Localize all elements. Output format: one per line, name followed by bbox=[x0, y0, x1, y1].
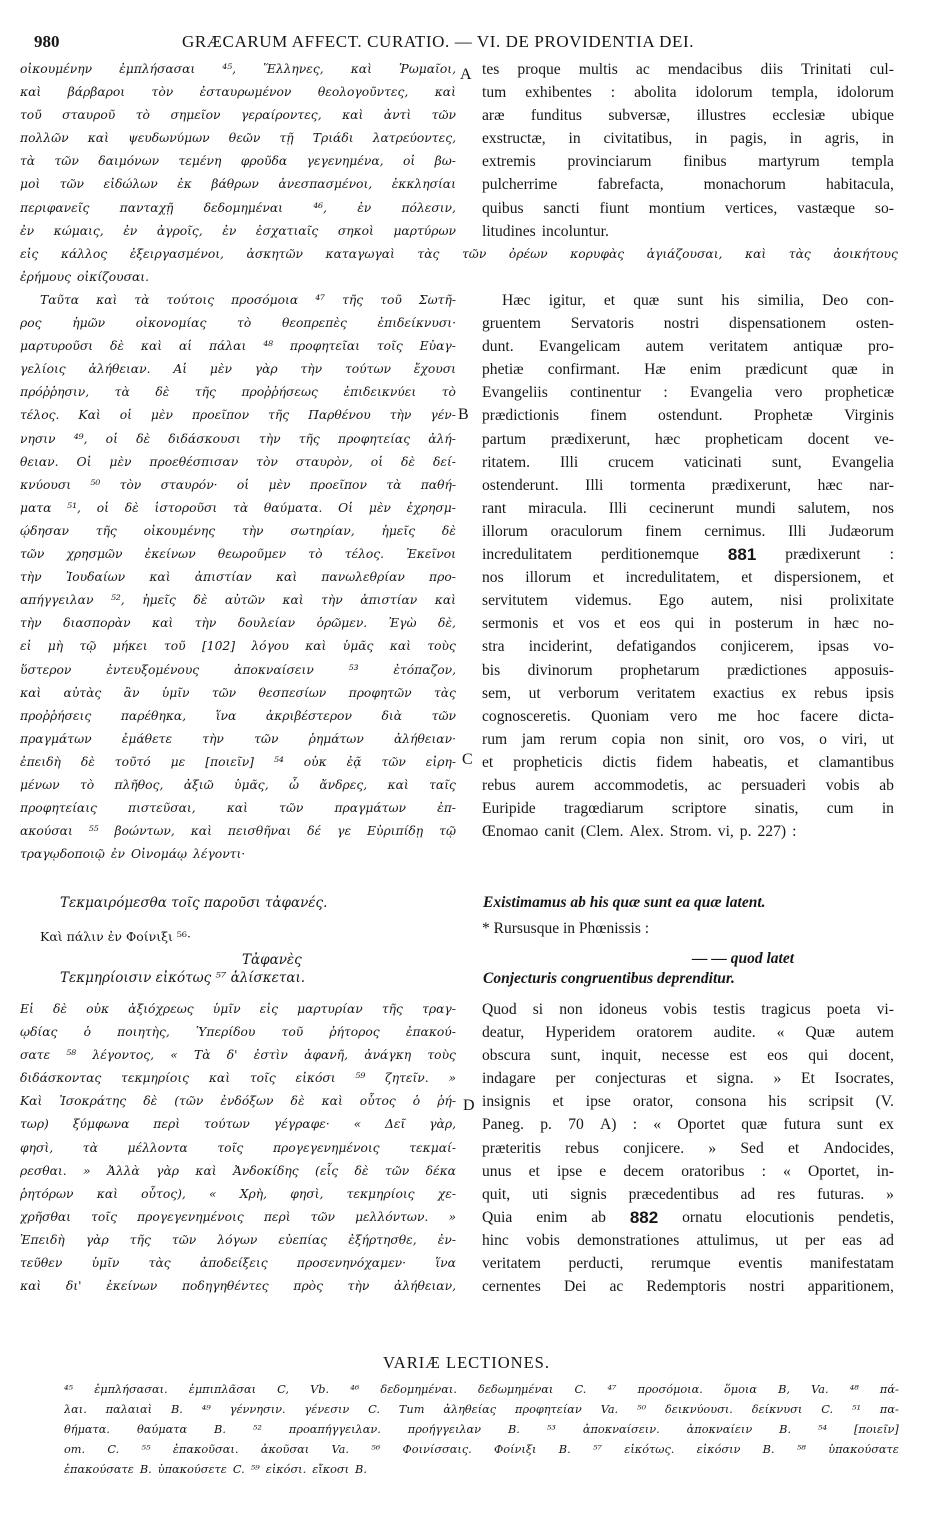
greek-column-section-3 bbox=[20, 998, 456, 1298]
variae-lectiones-notes bbox=[64, 1380, 899, 1480]
text-line: ματα ⁵¹, οἱ δὲ ἱστοροῦσι τὰ θαύματα. Οἱ μὲν ἐχρησμ- bbox=[20, 500, 456, 515]
text-line: cernentes Dei ac Redemptoris nostri apparitionem, bbox=[482, 1278, 894, 1296]
text-line: sermonis et vos et eos qui in posterum in hæc no- bbox=[482, 615, 894, 633]
variae-lectiones-title: VARIÆ LECTIONES. bbox=[383, 1353, 550, 1372]
text-line: ὕστερον ἐντευξομένους ἀποκναίσειν ⁵³ ἐτόπαζον, bbox=[20, 662, 456, 677]
text-line: deatur, Hyperidem oratorem audite. « Quæ autem bbox=[482, 1024, 894, 1042]
greek-column-section-2 bbox=[20, 289, 456, 866]
variant-note-line: om. C. ⁵⁵ ἐπακοῦσαι. ἀκοῦσαι Va. ⁵⁶ Φοινίσσαις. Φοίνιξι B. ⁵⁷ εἰκότως. εἰκόσιν B. ⁵⁸ ὑπακούσατε bbox=[64, 1443, 899, 1456]
text-line: dunt. Evangelicam autem veritatem antiquæ pro- bbox=[482, 338, 894, 356]
text-line: Ταῦτα καὶ τὰ τούτοις προσόμοια ⁴⁷ τῆς τοῦ Σωτῆ- bbox=[40, 293, 456, 307]
text-line: μένων τὸ πλῆθος, ἀξιῶ ὑμᾶς, ὦ ἄνδρες, καὶ ταῖς bbox=[20, 777, 456, 792]
page-header bbox=[34, 32, 904, 56]
text-line: hinc vobis demonstrationes attulimus, ut per eas ad bbox=[482, 1231, 894, 1249]
text-line: tes proque multis ac mendacibus diis Trinitati cul- bbox=[482, 61, 894, 78]
variant-note-line: θήματα. θαύματα B. ⁵² προαπήγγειλαν. προήγγειλαν B. ⁵³ ἀποκναίσειν. ἀποκναίειν B. ⁵⁴ [ποιεῖν] bbox=[64, 1423, 899, 1436]
text-line: Quia enim ab 882 ornatu elocutionis pendetis, bbox=[482, 1207, 894, 1227]
text-line: pulcherrime fabrefacta, monachorum habitacula, bbox=[482, 176, 894, 194]
latin-quote-line-2: Conjecturis congruentibus deprenditur. bbox=[483, 970, 735, 987]
text-line: exstructæ, in civitatibus, in pagis, in agris, in bbox=[482, 130, 894, 148]
text-line: φησὶ, τὰ μέλλοντα τοῖς προγεγενημένοις τεκμαί- bbox=[20, 1140, 456, 1155]
text-line: bis divinorum prophetarum prædictiones apposuis- bbox=[482, 661, 894, 679]
text-line: περιφανεῖς πανταχῇ δεδομημέναι ⁴⁶, ἐν πόλεσιν, bbox=[20, 200, 456, 215]
text-line: τὰ τῶν δαιμόνων τεμένη φροῦδα γεγενημένα, οἱ βω- bbox=[20, 154, 456, 169]
text-line: tum exhibentes : abolita idolorum templa, idolorum bbox=[482, 84, 894, 102]
text-line: γελίοις ἀλήθειαν. Αἱ μὲν γὰρ τὴν τούτων ἔχουσι bbox=[20, 362, 456, 377]
greek-quote-line-2: Τεκμηρίοισιν εἰκότως ⁵⁷ ἁλίσκεται. bbox=[60, 970, 306, 986]
text-line: κνύουσι ⁵⁰ τὸν σταυρόν· οἱ μὲν προεῖπον τὰ παθή- bbox=[20, 477, 456, 492]
latin-column-section-3 bbox=[482, 998, 894, 1298]
text-line: stra inciderint, defatigandos conjicerem, ipsas vo- bbox=[482, 638, 894, 656]
text-line: nos illorum et incredulitatem, et dispersionem, et bbox=[482, 569, 894, 587]
text-line: προῤῥήσεις παρέθηκα, ἵνα ἀκριβέστερον διὰ τῶν bbox=[20, 708, 456, 723]
text-line: incredulitatem perditionemque 881 prædixerunt : bbox=[482, 545, 894, 565]
text-line: νησιν ⁴⁹, οἱ δὲ διδάσκουσι τὴν τῆς προφητείας ἀλή- bbox=[20, 431, 456, 446]
variant-note-line: ἐπακούσατε B. ὑπακούσετε C. ⁵⁹ εἰκόσι. εἴκοσι B. bbox=[64, 1463, 367, 1476]
text-line: rant miracula. Illi cecinerunt mundi salutem, nos bbox=[482, 499, 894, 517]
greek-quote-intro: Καὶ πάλιν ἐν Φοίνιξι ⁵⁶· bbox=[40, 929, 191, 944]
text-line: τραγῳδοποιῷ ἐν Οἰνομάῳ λέγοντι· bbox=[20, 847, 246, 862]
greek-quote-fragment: Τἀφανὲς bbox=[242, 952, 302, 968]
text-line: phetiæ confirmant. Hæ enim prædicunt quæ in bbox=[482, 361, 894, 379]
margin-letter-a: A bbox=[460, 66, 472, 83]
text-line: ῴδησαν τῆς οἰκουμένης τὴν σωτηρίαν, ἡμεῖς δὲ bbox=[20, 523, 456, 538]
latin-column-section-1 bbox=[482, 58, 894, 243]
text-line: σατε ⁵⁸ λέγοντος, « Τὰ δ' ἐστὶν ἀφανῆ, ἀνάγκη τοὺς bbox=[20, 1048, 456, 1063]
text-line: ostenderunt. Illi tormenta prædixerunt, hæc nar- bbox=[482, 476, 894, 494]
text-line: et propheticis dictis fidem habeatis, et clamantibus bbox=[482, 753, 894, 771]
text-line: καὶ αὐτὰς ἂν ὑμῖν τῶν θεσπεσίων προφητῶν τὰς bbox=[20, 685, 456, 700]
text-line: quit, uti signis præcedentibus ad res futuras. » bbox=[482, 1185, 894, 1203]
text-line: servitutem videmus. Ego autem, nisi prolixitate bbox=[482, 592, 894, 610]
latin-quote-fragment: — — quod latet bbox=[692, 950, 795, 967]
text-line: τοῦ σταυροῦ τὸ σημεῖον γεραίροντες, καὶ ἀντὶ τῶν bbox=[20, 108, 456, 123]
text-line: præteritis rebus conjicere. » Sed et Andocides, bbox=[482, 1139, 894, 1157]
text-line: τέλος. Καὶ οἱ μὲν προεῖπον τῆς Παρθένου τὴν γέν- bbox=[20, 408, 456, 423]
text-line: partum prædixerunt, hæc propheticam docent ve- bbox=[482, 430, 894, 448]
text-line: πρόῤῥησιν, τὰ δὲ τῆς προῤῥήσεως ἐπιδεικνύει τὸ bbox=[20, 385, 456, 400]
text-line: προφητείαις πιστεῦσαι, καὶ τῶν πραγμάτων ἐπ- bbox=[20, 801, 456, 816]
margin-letter-d: D bbox=[463, 1097, 475, 1114]
text-line: Hæc igitur, et quæ sunt his similia, Deo con- bbox=[502, 292, 894, 309]
text-line: prædictionis finem ostendunt. Prophetæ Virginis bbox=[482, 407, 894, 425]
text-line: Evangeliis continentur : Evangelia vero propheticæ bbox=[482, 384, 894, 402]
text-line: οἰκουμένην ἐμπλήσασαι ⁴⁵, Ἕλληνες, καὶ Ῥωμαῖοι, bbox=[20, 62, 456, 76]
text-line: ακούσαι ⁵⁵ βοώντων, καὶ πεισθῆναι δέ γε Εὐριπίδῃ τῷ bbox=[20, 824, 456, 839]
margin-letter-c: C bbox=[462, 751, 473, 768]
text-line: ἐρήμους οἰκίζουσαι. bbox=[20, 269, 150, 284]
text-line: ρεσθαι. » Ἀλλὰ γὰρ καὶ Ἀνδοκίδης (εἷς δὲ τῶν δέκα bbox=[20, 1163, 456, 1178]
text-line: Ἐπειδὴ γὰρ τῆς τῶν λόγων εὐεπίας ἐξήρτησθε, ἐν- bbox=[20, 1232, 456, 1247]
text-line: litudines incoluntur. bbox=[482, 222, 609, 240]
text-line: obscura sunt, inquit, necesse est eos qui docent, bbox=[482, 1047, 894, 1065]
margin-letter-b: B bbox=[458, 406, 469, 423]
text-line: indagare per conjecturas et signa. » Et Isocrates, bbox=[482, 1070, 894, 1088]
text-line: εἰς κάλλος ἐξειργασμένοι, ἀσκητῶν καταγωγαὶ τὰς τῶν ὀρέων κορυφὰς ἁγιάζουσαι, καὶ τὰς ἀοικήτους bbox=[20, 246, 898, 261]
text-line: ritatem. Illi crucem vaticinati sunt, Evangelia bbox=[482, 453, 894, 471]
text-line: Καὶ Ἰσοκράτης δὲ (τῶν ἐνδόξων δὲ καὶ οὗτος ὁ ῥή- bbox=[20, 1094, 456, 1109]
text-line: πολλῶν καὶ ψευδωνύμων θεῶν τῇ Τριάδι λατρεύοντες, bbox=[20, 131, 456, 146]
text-line: extremis provinciarum finibus martyrum templa bbox=[482, 153, 894, 171]
text-line: Œnomao canit (Clem. Alex. Strom. vi, p. 227) : bbox=[482, 823, 797, 841]
text-line: χρῆσθαι τοῖς προγεγενημένοις περὶ τῶν μελλόντων. » bbox=[20, 1209, 456, 1224]
text-line: illorum oraculorum finem cernimus. Illi Judæorum bbox=[482, 522, 894, 540]
text-line: τὴν Ἰουδαίων καὶ ἀπιστίαν καὶ πανωλεθρίαν προ- bbox=[20, 570, 456, 585]
latin-quote-line: Existimamus ab his quæ sunt ea quæ latent. bbox=[483, 894, 766, 911]
text-line: καὶ δι' ἐκείνων ποδηγηθέντες πρὸς τὴν ἀλήθειαν, bbox=[20, 1279, 456, 1294]
text-line: sem, ut verborum veritatem exactius ex rebus ipsis bbox=[482, 684, 894, 702]
text-line: θειαν. Οἱ μὲν προεθέσπισαν τὸν σταυρὸν, οἱ δὲ δεί- bbox=[20, 454, 456, 469]
latin-quote-intro: * Rursusque in Phœnissis : bbox=[482, 920, 650, 937]
text-line: unus et ipse e decem oratoribus : « Oportet, in- bbox=[482, 1162, 894, 1180]
text-line: ρος ἡμῶν οἰκονομίας τὸ θεοπρεπὲς ἐπιδείκνυσι· bbox=[20, 316, 456, 331]
text-line: ῳδίας ὁ ποιητὴς, Ὑπερίδου τοῦ ῥήτορος ἐπακού- bbox=[20, 1025, 456, 1040]
text-line: insignis et ipse orator, consona his scripsit (V. bbox=[482, 1093, 894, 1111]
text-line: veritatem perducti, rerumque eventis manifestatam bbox=[482, 1255, 894, 1273]
text-line: τῶν χρησμῶν ἐκείνων θεωροῦμεν τὸ τέλος. Ἐκεῖνοι bbox=[20, 547, 456, 562]
text-line: πραγμάτων ἐμάθετε τὴν τῶν ῥημάτων ἀλήθειαν· bbox=[20, 731, 456, 746]
variant-note-line: ⁴⁵ ἐμπλήσασαι. ἐμπιπλᾶσαι C, Vb. ⁴⁶ δεδομημέναι. δεδωμημέναι C. ⁴⁷ προσόμοια. ὅμοια B, Va. ⁴⁸ πά- bbox=[64, 1383, 899, 1396]
text-line: Euripide tragœdiarum scriptore sinatis, cum in bbox=[482, 800, 894, 818]
page-number: 980 bbox=[34, 32, 60, 51]
text-line: rum jam rerum copia non sinit, oro vos, o viri, ut bbox=[482, 730, 894, 748]
text-line: quibus sancti fiunt montium vertices, vastæque so- bbox=[482, 199, 894, 217]
text-line: ἐν κώμαις, ἐν ἀγροῖς, ἐν ἐσχατιαῖς σηκοὶ μαρτύρων bbox=[20, 223, 456, 238]
variant-note-line: λαι. παλαιαὶ B. ⁴⁹ γέννησιν. γένεσιν C. Tum ἀληθείας προφητείαν Va. ⁵⁰ δεικνύουσι. δείκνυσι C. ⁵¹ πα- bbox=[64, 1403, 899, 1416]
text-line: Quod si non idoneus vobis testis tragicus poeta vi- bbox=[482, 1001, 894, 1018]
text-line: gruentem Servatoris nostri dispensationem osten- bbox=[482, 315, 894, 333]
text-line: εἰ μὴ τῷ μήκει τοῦ [102] λόγου καὶ ὑμᾶς καὶ τοὺς bbox=[20, 639, 456, 654]
text-line: διδάσκοντας τεκμηρίοις καὶ τοῖς εἰκόσι ⁵⁹ ζητεῖν. » bbox=[20, 1071, 456, 1086]
latin-column-section-2 bbox=[482, 289, 894, 843]
text-line: τεῦθεν ὑμῖν τὰς ἀποδείξεις προσενηνόχαμεν· ἵνα bbox=[20, 1256, 456, 1271]
text-line: τωρ) ξύμφωνα περὶ τούτων γέγραφε· « Δεῖ γὰρ, bbox=[20, 1117, 456, 1132]
text-line: μαρτυροῦσι δὲ καὶ αἱ πάλαι ⁴⁸ προφητεῖαι τοῖς Εὐαγ- bbox=[20, 339, 456, 354]
text-line: καὶ βάρβαροι τὸν ἐσταυρωμένον θεολογοῦντες, καὶ bbox=[20, 85, 456, 100]
text-line: ἐπειδὴ δὲ τοῦτό με [ποιεῖν] ⁵⁴ οὐκ ἐᾷ τῶν εἰρη- bbox=[20, 754, 456, 769]
greek-quote-line: Τεκμαιρόμεσθα τοῖς παροῦσι τἀφανές. bbox=[60, 895, 328, 911]
text-line: ῥητόρων καὶ οὗτος), « Χρὴ, φησὶ, τεκμηρίοις χε- bbox=[20, 1186, 456, 1201]
text-line: μοὶ τῶν εἰδώλων ἐκ βάθρων ἀνεσπασμένοι, ἐκκλησίαι bbox=[20, 177, 456, 192]
text-line: aræ funditus subversæ, illustres ecclesiæ ubique bbox=[482, 107, 894, 125]
text-line: τὴν διασπορὰν καὶ τὴν δουλείαν ὁρῶμεν. Ἐγὼ δὲ, bbox=[20, 616, 456, 631]
text-line: cognosceretis. Quoniam vero me hoc facere dicta- bbox=[482, 707, 894, 725]
text-line: απήγγειλαν ⁵², ἡμεῖς δὲ αὐτῶν καὶ τὴν ἀπιστίαν καὶ bbox=[20, 593, 456, 608]
running-title: GRÆCARUM AFFECT. CURATIO. — VI. DE PROVIDENTIA DEI. bbox=[182, 32, 695, 51]
text-line: Paneg. p. 70 A) : « Oportet quæ futura sunt ex bbox=[482, 1116, 894, 1134]
text-line: rebus aurem accommodetis, ac persuaderi vobis ab bbox=[482, 776, 894, 794]
text-line: Εἰ δὲ οὐκ ἀξιόχρεως ὑμῖν εἰς μαρτυρίαν τῆς τραγ- bbox=[20, 1002, 456, 1016]
